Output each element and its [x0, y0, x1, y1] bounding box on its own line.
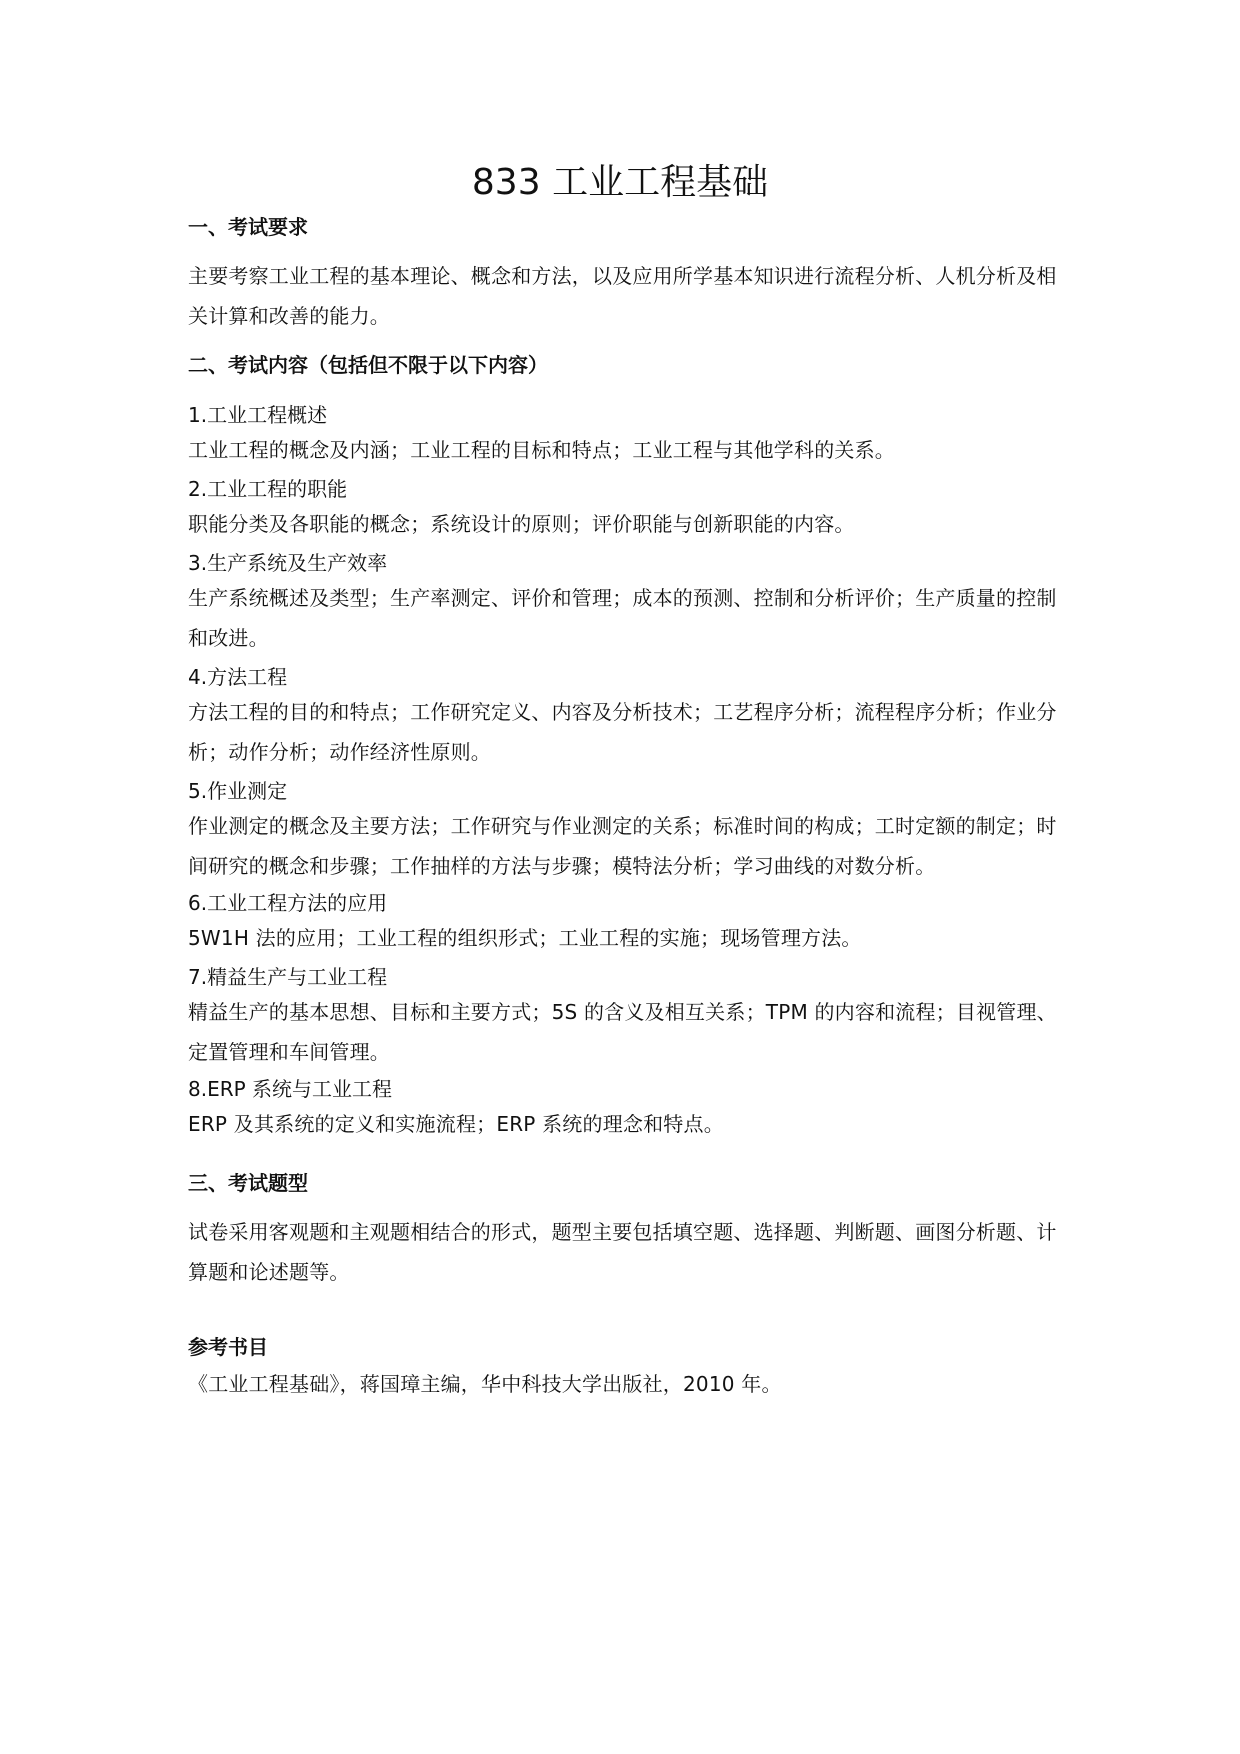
content-item-title: 4.方法工程: [188, 665, 288, 689]
section-heading-question-types: 三、考试题型: [188, 1171, 308, 1195]
content-item-text: 工业工程的概念及内涵；工业工程的目标和特点；工业工程与其他学科的关系。: [188, 438, 895, 462]
section-heading-exam-content: 二、考试内容（包括但不限于以下内容）: [188, 353, 548, 377]
question-types-text: 试卷采用客观题和主观题相结合的形式，题型主要包括填空题、选择题、判断题、画图分析题、计算题和论述题等。: [188, 1220, 1057, 1284]
content-item-title: 2.工业工程的职能: [188, 477, 348, 501]
content-item-title: 3.生产系统及生产效率: [188, 551, 388, 575]
section-heading-exam-requirements: 一、考试要求: [188, 215, 308, 239]
content-item-text: 方法工程的目的和特点；工作研究定义、内容及分析技术；工艺程序分析；流程程序分析；作业分析；动作分析；动作经济性原则。: [188, 700, 1057, 764]
content-item-text: 生产系统概述及类型；生产率测定、评价和管理；成本的预测、控制和分析评价；生产质量的控制和改进。: [188, 586, 1057, 650]
content-item-title: 7.精益生产与工业工程: [188, 965, 388, 989]
document-title: 833 工业工程基础: [471, 162, 769, 203]
exam-requirements-text: 主要考察工业工程的基本理论、概念和方法，以及应用所学基本知识进行流程分析、人机分析及相关计算和改善的能力。: [188, 264, 1057, 328]
content-item-text: ERP 及其系统的定义和实施流程；ERP 系统的理念和特点。: [188, 1112, 724, 1136]
content-item-title: 8.ERP 系统与工业工程: [188, 1077, 393, 1101]
content-item-text: 5W1H 法的应用；工业工程的组织形式；工业工程的实施；现场管理方法。: [188, 926, 862, 950]
section-heading-references: 参考书目: [188, 1335, 268, 1359]
content-item-text: 作业测定的概念及主要方法；工作研究与作业测定的关系；标准时间的构成；工时定额的制定；时间研究的概念和步骤；工作抽样的方法与步骤；模特法分析；学习曲线的对数分析。: [188, 814, 1057, 878]
content-item-text: 职能分类及各职能的概念；系统设计的原则；评价职能与创新职能的内容。: [188, 512, 855, 536]
references-text: 《工业工程基础》，蒋国璋主编，华中科技大学出版社，2010 年。: [188, 1372, 782, 1396]
content-item-title: 5.作业测定: [188, 779, 288, 803]
content-item-title: 1.工业工程概述: [188, 403, 328, 427]
content-item-text: 精益生产的基本思想、目标和主要方式；5S 的含义及相互关系；TPM 的内容和流程；目视管理、定置管理和车间管理。: [188, 1000, 1057, 1064]
content-item-title: 6.工业工程方法的应用: [188, 891, 388, 915]
